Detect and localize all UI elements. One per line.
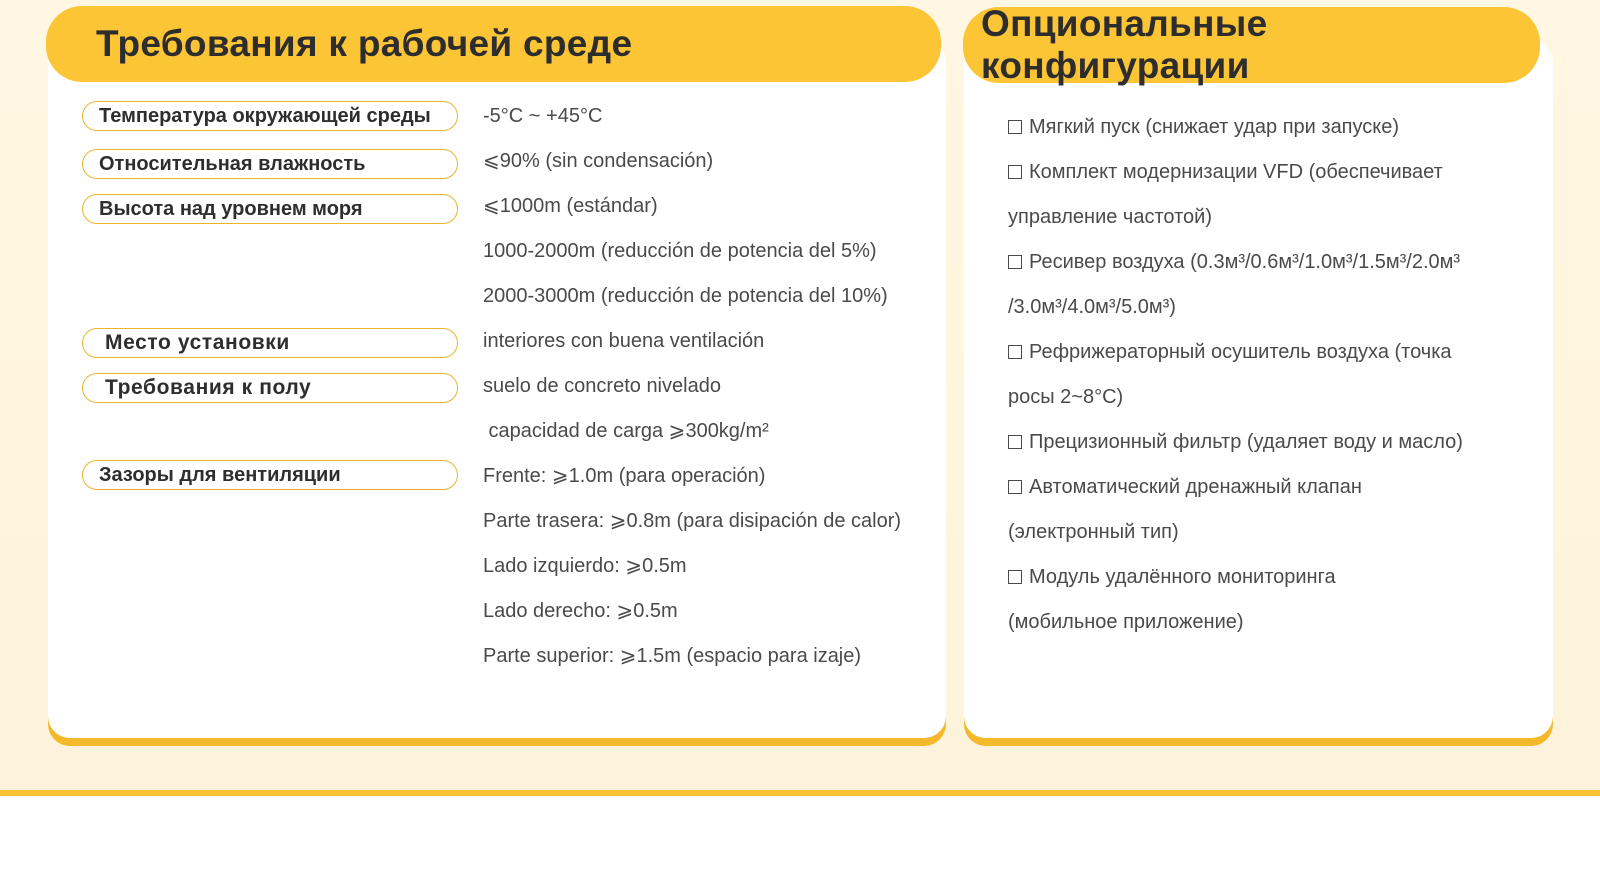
- option-remote-monitoring-continued: (мобильное приложение): [1008, 611, 1244, 633]
- option-refrigerated-dryer: Рефрижераторный осушитель воздуха (точка: [1008, 340, 1452, 364]
- option-vfd-kit: Комплект модернизации VFD (обеспечивает: [1008, 160, 1443, 184]
- label-installation-place: Место установки: [82, 328, 458, 358]
- environment-panel-title: Требования к рабочей среде: [46, 6, 941, 82]
- checkbox-icon: [1008, 120, 1022, 134]
- value-floor-level: suelo de concreto nivelado: [483, 375, 721, 397]
- checkbox-icon: [1008, 345, 1022, 359]
- label-ventilation-clearances: Зазоры для вентиляции: [82, 460, 458, 490]
- value-installation-place: interiores con buena ventilación: [483, 330, 765, 352]
- option-remote-monitoring: Модуль удалённого мониторинга: [1008, 565, 1336, 589]
- label-relative-humidity: Относительная влажность: [82, 149, 458, 179]
- option-precision-filter: Прецизионный фильтр (удаляет воду и масло): [1008, 430, 1463, 454]
- checkbox-icon: [1008, 165, 1022, 179]
- label-altitude: Высота над уровнем моря: [82, 194, 458, 224]
- checkbox-icon: [1008, 435, 1022, 449]
- value-altitude-2000-3000: 2000-3000m (reducción de potencia del 10%): [483, 285, 888, 307]
- value-clearance-front: Frente: ⩾1.0m (para operación): [483, 465, 766, 487]
- value-humidity: ⩽90% (sin condensación): [483, 150, 714, 172]
- value-clearance-top: Parte superior: ⩾1.5m (espacio para izaje): [483, 645, 862, 667]
- option-soft-start: Мягкий пуск (снижает удар при запуске): [1008, 115, 1399, 139]
- value-floor-load: capacidad de carga ⩾300kg/m²: [483, 420, 769, 442]
- option-air-receiver-continued: /3.0м³/4.0м³/5.0м³): [1008, 296, 1176, 318]
- value-altitude-1000-2000: 1000-2000m (reducción de potencia del 5%): [483, 240, 877, 262]
- label-floor-requirements: Требования к полу: [82, 373, 458, 403]
- label-ambient-temperature: Температура окружающей среды: [82, 101, 458, 131]
- checkbox-icon: [1008, 255, 1022, 269]
- option-drain-valve-continued: (электронный тип): [1008, 521, 1179, 543]
- value-clearance-left: Lado izquierdo: ⩾0.5m: [483, 555, 687, 577]
- value-clearance-right: Lado derecho: ⩾0.5m: [483, 600, 678, 622]
- option-drain-valve: Автоматический дренажный клапан: [1008, 475, 1362, 499]
- option-vfd-kit-continued: управление частотой): [1008, 206, 1212, 228]
- value-altitude-standard: ⩽1000m (estándar): [483, 195, 658, 217]
- option-air-receiver: Ресивер воздуха (0.3м³/0.6м³/1.0м³/1.5м³/2.0м³: [1008, 250, 1460, 274]
- checkbox-icon: [1008, 570, 1022, 584]
- checkbox-icon: [1008, 480, 1022, 494]
- options-panel-title: Опциональные конфигурации: [963, 7, 1540, 83]
- value-clearance-rear: Parte trasera: ⩾0.8m (para disipación de calor): [483, 510, 902, 532]
- value-temperature-range: -5°C ~ +45°C: [483, 105, 603, 127]
- bottom-divider: [0, 790, 1600, 796]
- option-refrigerated-dryer-continued: росы 2~8°C): [1008, 386, 1124, 408]
